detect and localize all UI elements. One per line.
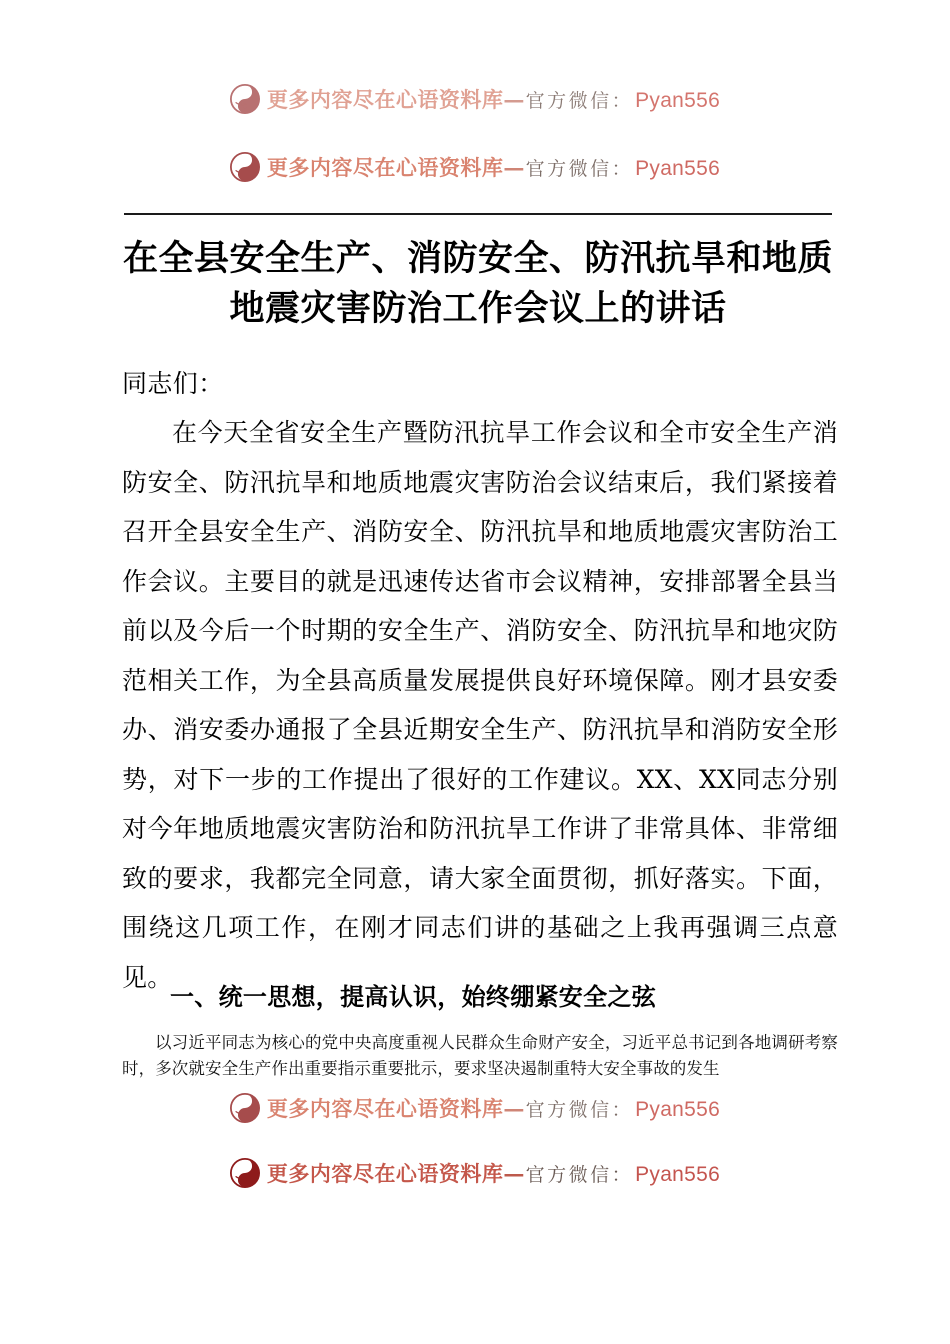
watermark-wechat-label: 官方微信： xyxy=(525,1164,634,1186)
watermark-banner-top-2 xyxy=(0,152,950,182)
watermark-library-label: 更多内容尽在心语资料库 xyxy=(266,87,504,112)
watermark-library-label: 更多内容尽在心语资料库 xyxy=(266,1161,504,1186)
opening-paragraph: 在今天全省安全生产暨防汛抗旱工作会议和全市安全生产消防安全、防汛抗旱和地质地震灾害防治会议结束后，我们紧接着召开全县安全生产、消防安全、防汛抗旱和地质地震灾害防治工作会议。主要目的就是迅速传达省市会议精神，安排部署全县当前以及今后一个时期的安全生产、消防安全、防汛抗旱和地灾防范相关工作，为全县高质量发展提供良好环境保障。刚才县安委办、消安委办通报了全县近期安全生产、防汛抗旱和消防安全形势，对下一步的工作提出了很好的工作建议。XX、XX同志分别对今年地质地震灾害防治和防汛抗旱工作讲了非常具体、非常细致的要求，我都完全同意，请大家全面贯彻，抓好落实。下面，围绕这几项工作，在刚才同志们讲的基础之上我再强调三点意见。 xyxy=(122,418,838,992)
yin-yang-swirl-logo-icon xyxy=(230,1093,260,1123)
watermark-banner-top-1 xyxy=(0,84,950,114)
watermark-banner-bottom-1 xyxy=(0,1093,950,1123)
watermark-wechat-label: 官方微信： xyxy=(525,90,634,112)
section-paragraph: 以习近平同志为核心的党中央高度重视人民群众生命财产安全，习近平总书记到各地调研考察时，多次就安全生产作出重要指示重要批示，要求坚决遏制重特大安全事故的发生 xyxy=(122,1033,838,1078)
salutation-line: 同志们： xyxy=(122,369,224,398)
yin-yang-swirl-logo-icon xyxy=(230,1158,260,1188)
document-title: 在全县安全生产、消防安全、防汛抗旱和地质地震灾害防治工作会议上的讲话 xyxy=(122,239,833,329)
watermark-text xyxy=(267,1093,720,1123)
watermark-wechat-id: Pyan556 xyxy=(635,157,721,180)
watermark-dash: — xyxy=(503,1096,525,1121)
yin-yang-swirl-logo-icon xyxy=(230,84,260,114)
header-divider-rule xyxy=(124,213,832,215)
watermark-text xyxy=(267,1158,720,1188)
watermark-dash: — xyxy=(503,1161,525,1186)
watermark-banner-bottom-2 xyxy=(0,1158,950,1188)
section-heading-one: 一、统一思想，提高认识，始终绷紧安全之弦 xyxy=(170,983,656,1011)
watermark-wechat-id: Pyan556 xyxy=(635,89,721,112)
watermark-wechat-id: Pyan556 xyxy=(635,1098,721,1121)
watermark-dash: — xyxy=(503,87,525,112)
watermark-wechat-label: 官方微信： xyxy=(525,1099,634,1121)
watermark-library-label: 更多内容尽在心语资料库 xyxy=(266,1096,504,1121)
watermark-wechat-id: Pyan556 xyxy=(635,1163,721,1186)
yin-yang-swirl-logo-icon xyxy=(230,152,260,182)
watermark-text xyxy=(267,84,720,114)
document-body xyxy=(122,360,838,1002)
watermark-library-label: 更多内容尽在心语资料库 xyxy=(266,155,504,180)
watermark-wechat-label: 官方微信： xyxy=(525,158,634,180)
watermark-text xyxy=(267,152,720,182)
watermark-dash: — xyxy=(503,155,525,180)
